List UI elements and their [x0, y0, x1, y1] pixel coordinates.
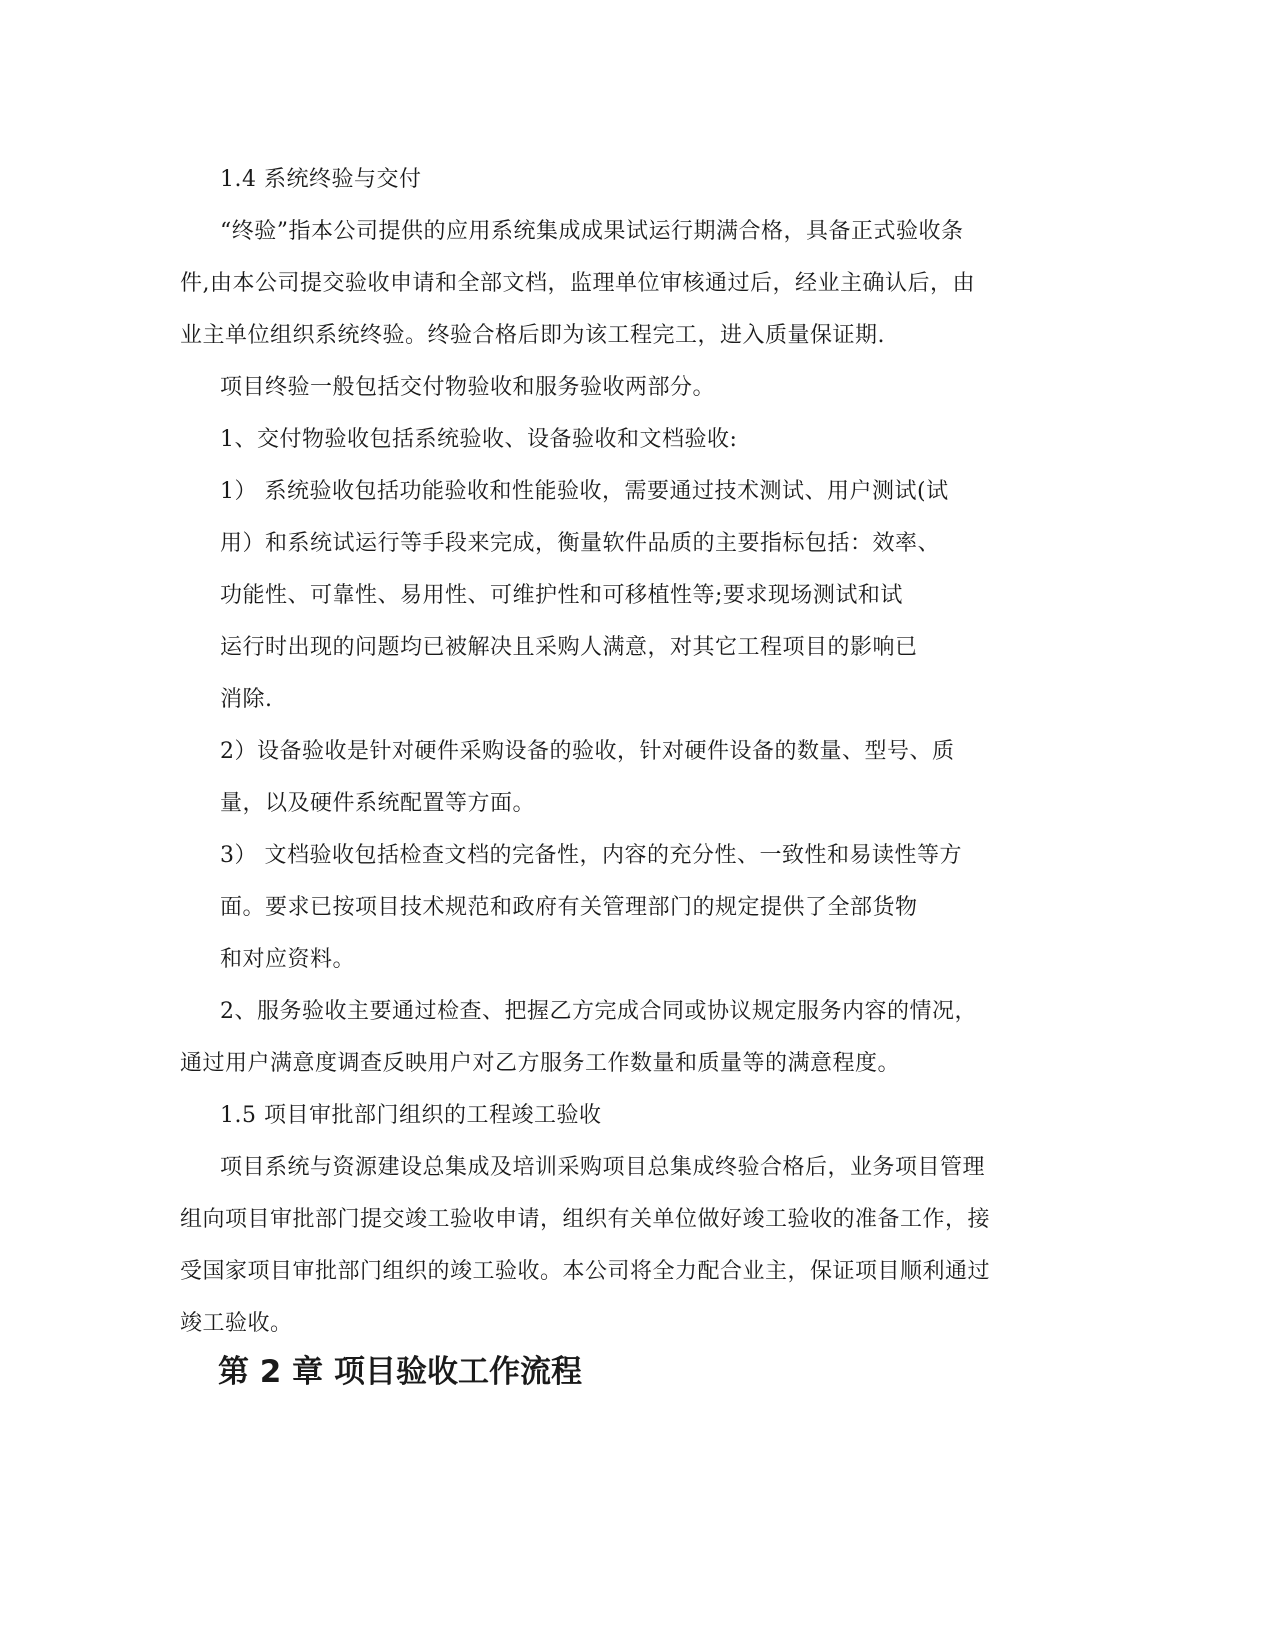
list-item-continued: 和对应资料。 — [220, 947, 356, 972]
paragraph-line: 通过用户满意度调查反映用户对乙方服务工作数量和质量等的满意程度。 — [180, 1051, 901, 1076]
paragraph-line: 项目系统与资源建设总集成及培训采购项目总集成终验合格后，业务项目管理 — [220, 1155, 986, 1180]
list-item: 3） 文档验收包括检查文档的完备性，内容的充分性、一致性和易读性等方 — [220, 843, 962, 868]
list-item-continued: 量，以及硬件系统配置等方面。 — [220, 791, 536, 816]
list-item-continued: 功能性、可靠性、易用性、可维护性和可移植性等;要求现场测试和试 — [220, 583, 903, 608]
list-item-continued: 运行时出现的问题均已被解决且采购人满意，对其它工程项目的影响已 — [220, 635, 918, 660]
list-item-continued: 面。要求已按项目技术规范和政府有关管理部门的规定提供了全部货物 — [220, 895, 918, 920]
chapter-heading: 第 2 章 项目验收工作流程 — [218, 1354, 582, 1390]
paragraph-line: 组向项目审批部门提交竣工验收申请，组织有关单位做好竣工验收的准备工作，接 — [180, 1207, 991, 1232]
list-item: 1） 系统验收包括功能验收和性能验收，需要通过技术测试、用户测试(试 — [220, 479, 949, 504]
list-item: 2）设备验收是针对硬件采购设备的验收，针对硬件设备的数量、型号、质 — [220, 739, 955, 764]
paragraph-line: 件,由本公司提交验收申请和全部文档，监理单位审核通过后，经业主确认后，由 — [180, 271, 975, 296]
list-item-continued: 用）和系统试运行等手段来完成，衡量软件品质的主要指标包括：效率、 — [220, 531, 941, 556]
paragraph-line: 项目终验一般包括交付物验收和服务验收两部分。 — [220, 375, 716, 400]
section-heading-1-4: 1.4 系统终验与交付 — [220, 167, 422, 192]
section-heading-1-5: 1.5 项目审批部门组织的工程竣工验收 — [220, 1103, 602, 1128]
paragraph-line: “终验”指本公司提供的应用系统集成成果试运行期满合格，具备正式验收条 — [220, 219, 964, 244]
paragraph-line: 竣工验收。 — [180, 1311, 293, 1336]
list-item: 2、服务验收主要通过检查、把握乙方完成合同或协议规定服务内容的情况， — [220, 999, 977, 1024]
list-item-continued: 消除. — [220, 687, 273, 712]
list-item: 1、交付物验收包括系统验收、设备验收和文档验收: — [220, 427, 738, 452]
paragraph-line: 受国家项目审批部门组织的竣工验收。本公司将全力配合业主，保证项目顺利通过 — [180, 1259, 991, 1284]
paragraph-line: 业主单位组织系统终验。终验合格后即为该工程完工，进入质量保证期. — [180, 323, 885, 348]
